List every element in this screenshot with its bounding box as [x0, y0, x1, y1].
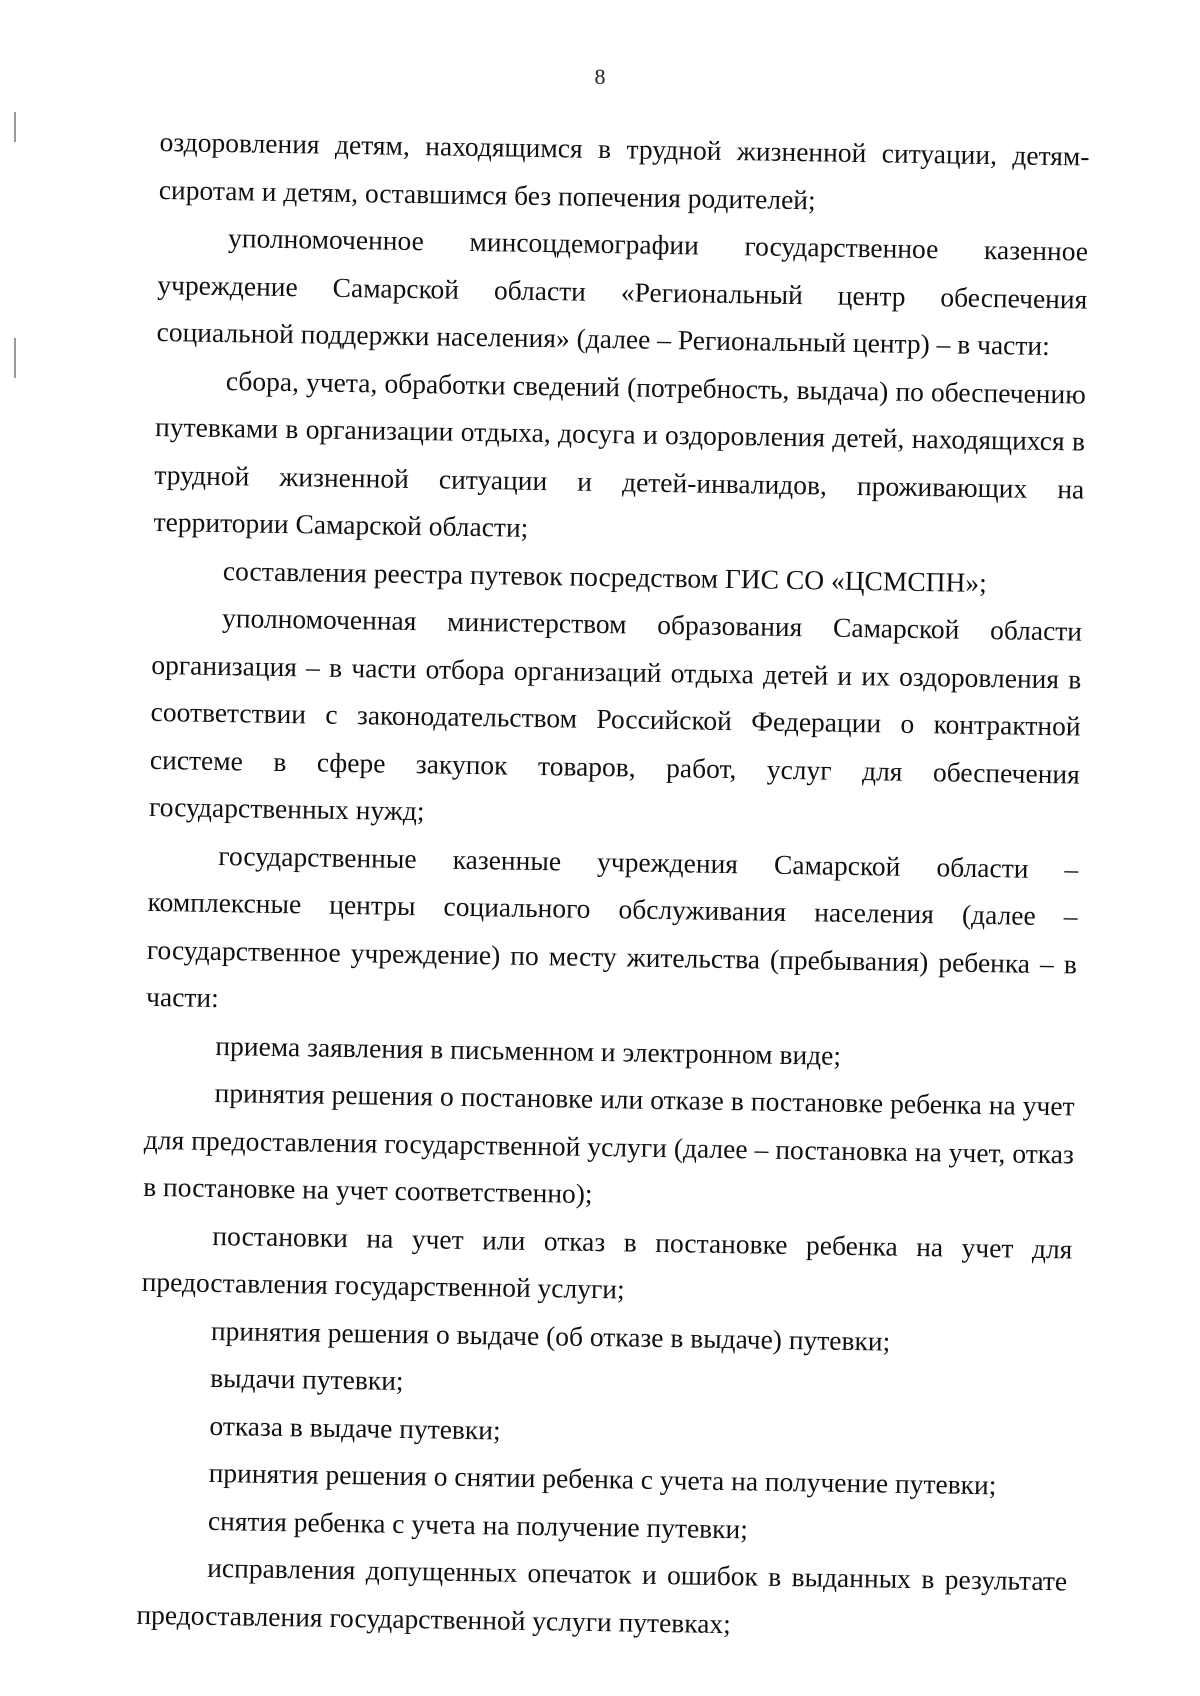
paragraph: оздоровления детям, находящимся в трудной жизненной ситуации, детям-сиротам и детям, оставшимся без попечения родителей; — [158, 125, 1090, 215]
scan-artifact-mark — [14, 112, 16, 142]
paragraph: принятия решения о выдаче (об отказе в выдаче) путевки; — [210, 1314, 891, 1357]
paragraph: государственные казенные учреждения Самарской области – комплексные центры социального обслуживания населения (далее – государственное учреждение) по месту жительства (пребывания) ребенка – в части: — [145, 839, 1079, 1014]
paragraph: принятия решения о снятии ребенка с учета на получение путевки; — [208, 1456, 997, 1501]
paragraph: постановки на учет или отказ в постановке ребенка на учет для предоставления государственной услуги; — [141, 1219, 1073, 1305]
paragraph: отказа в выдаче путевки; — [209, 1409, 501, 1446]
paragraph: уполномоченное минсоцдемографии государственное казенное учреждение Самарской области «Региональный центр обеспечения социальной поддержки населения» (далее – Региональный центр) – в части: — [156, 222, 1089, 362]
paragraph: принятия решения о постановке или отказе в постановке ребенка на учет для предоставления государственной услуги (далее – постановка на учет, отказ в постановке на учет соответственно); — [142, 1076, 1075, 1209]
paragraph: составления реестра путевок посредством ГИС СО «ЦСМСПН»; — [222, 554, 988, 598]
page-number: 8 — [594, 64, 606, 89]
paragraph: сбора, учета, обработки сведений (потребность, выдача) по обеспечению путевками в организации отдыха, досуга и оздоровления детей, находящихся в трудной жизненной ситуации и детей-инвалидов, проживающих на территории Самарской области; — [153, 364, 1087, 543]
paragraph: исправления допущенных опечаток и ошибок в выданных в результате предоставления государственной услуги путевках; — [136, 1551, 1068, 1639]
paragraph: приема заявления в письменном и электронном виде; — [215, 1029, 842, 1071]
paragraph: уполномоченная министерством образования Самарской области организация – в части отбора организаций отдыха детей и их оздоровления в соответствии с законодательством Российской Федерации о контрактной системе в сфере закупок товаров, работ, услуг для обеспечения государственных нужд; — [148, 602, 1083, 827]
paragraph: выдачи путевки; — [209, 1361, 404, 1396]
document-body — [136, 118, 1090, 1652]
paragraph: снятия ребенка с учета на получение путевки; — [207, 1504, 749, 1544]
scan-artifact-mark — [14, 338, 16, 378]
